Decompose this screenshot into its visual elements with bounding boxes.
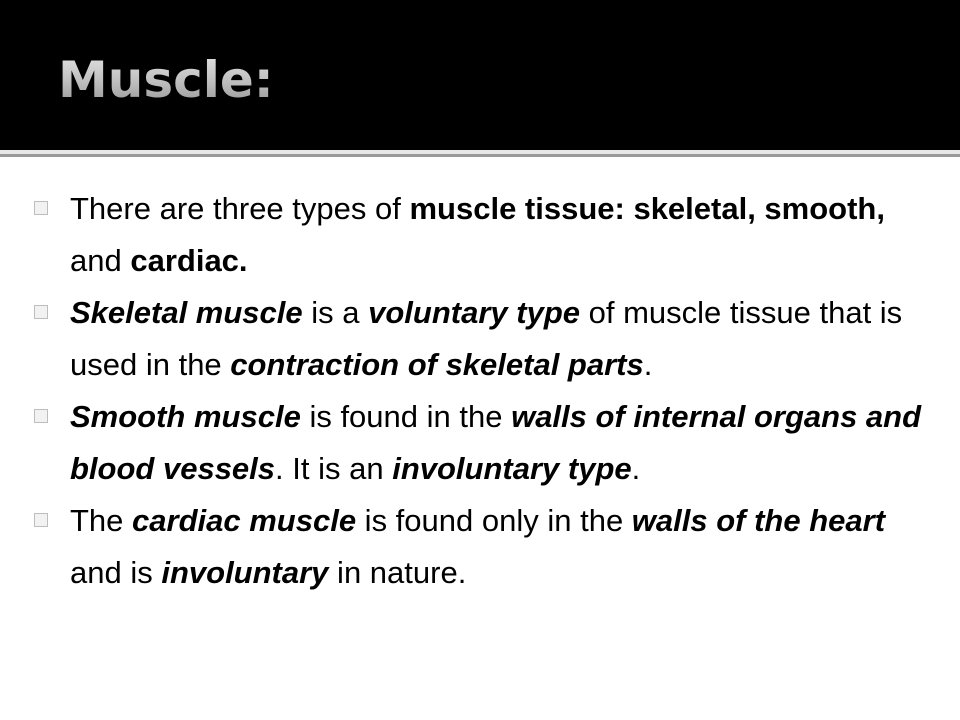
bullet-text-segment: of muscle tissue that is used in the (70, 295, 903, 382)
square-bullet-icon (34, 513, 48, 527)
slide-title: Muscle: (58, 51, 274, 109)
bullet-text-segment: involuntary type (392, 451, 632, 486)
title-bar (0, 0, 960, 150)
bullet-text-segment: voluntary type (368, 295, 580, 330)
bullet-text-segment: Smooth muscle (70, 399, 301, 434)
bullet-text-segment: . (643, 347, 653, 382)
bullet-text-segment: contraction of skeletal parts (230, 347, 644, 382)
square-bullet-icon (34, 409, 48, 423)
bullet-text-segment: and (70, 243, 131, 278)
bullet-text-segment: is found in the (300, 399, 512, 434)
bullet-text-segment: is a (302, 295, 369, 330)
bullet-text-segment: and is (70, 555, 162, 590)
bullet-text-segment: in nature. (328, 555, 467, 590)
bullet-item (0, 183, 960, 287)
bullet-text-segment: walls of internal organs and blood vessels (70, 399, 922, 486)
square-bullet-icon (34, 305, 48, 319)
bullet-text-segment: is found only in the (356, 503, 632, 538)
bullet-text-segment: muscle tissue: skeletal, smooth, (409, 191, 885, 226)
bullet-text-segment: . (631, 451, 641, 486)
bullet-text-segment: There are three types of (70, 191, 410, 226)
square-bullet-icon (34, 201, 48, 215)
bullet-item (0, 495, 960, 599)
bullet-text-segment: Skeletal muscle (70, 295, 303, 330)
bullet-text-segment: cardiac muscle (132, 503, 357, 538)
bullet-item (0, 287, 960, 391)
bullet-text-segment: walls of the heart (631, 503, 886, 538)
bullet-text-segment: involuntary (161, 555, 329, 590)
bullet-item (0, 391, 960, 495)
bullet-text-segment: The (70, 503, 133, 538)
bullet-list (0, 183, 960, 599)
bullet-text-segment: . It is an (275, 451, 393, 486)
content-area (0, 157, 960, 720)
bullet-text-segment: cardiac. (130, 243, 248, 278)
